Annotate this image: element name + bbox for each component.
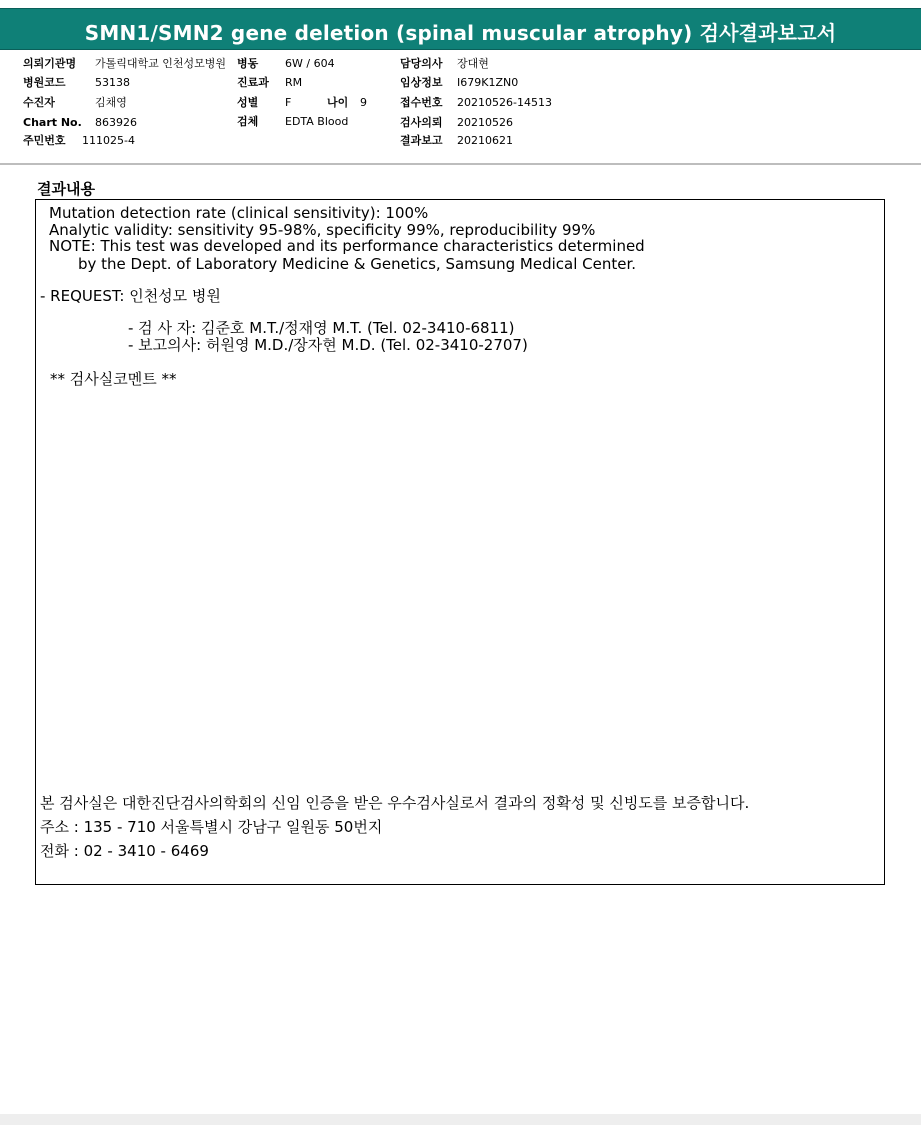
result-line: NOTE: This test was developed and its performance characteristics determined: [49, 237, 645, 255]
ward-value: 6W / 604: [285, 57, 335, 70]
reporting-doctor-line: - 보고의사: 허원영 M.D./장자현 M.D. (Tel. 02-3410-2707): [128, 336, 528, 354]
chart-number-label: Chart No.: [23, 116, 82, 129]
technologist-line: - 검 사 자: 김준호 M.T./정재영 M.T. (Tel. 02-3410-6811): [128, 319, 515, 337]
test-request-date-label: 검사의뢰: [400, 116, 443, 129]
sex-label: 성별: [237, 96, 259, 109]
attending-doctor-value: 장대현: [457, 57, 489, 70]
result-line: Mutation detection rate (clinical sensitivity): 100%: [49, 204, 429, 222]
result-line: Analytic validity: sensitivity 95-98%, specificity 99%, reproducibility 99%: [49, 221, 596, 239]
clinical-info-value: I679K1ZN0: [457, 76, 519, 89]
patient-name-label: 수진자: [23, 96, 55, 109]
bottom-band: [0, 1114, 921, 1125]
clinical-info-label: 임상정보: [400, 76, 443, 89]
chart-number-value: 863926: [95, 116, 137, 129]
result-line: by the Dept. of Laboratory Medicine & Genetics, Samsung Medical Center.: [78, 255, 637, 273]
result-report-date-label: 결과보고: [400, 134, 443, 147]
department-value: RM: [285, 76, 303, 89]
department-label: 진료과: [237, 76, 269, 89]
specimen-label: 검체: [237, 115, 259, 128]
result-report-date-value: 20210621: [457, 134, 513, 147]
patient-name-value: 김채영: [95, 96, 127, 109]
result-content-box: [35, 199, 885, 885]
age-value: 9: [360, 96, 367, 109]
section-title: 결과내용: [37, 180, 95, 198]
age-label: 나이: [327, 96, 349, 109]
report-title-bar: [0, 8, 921, 50]
report-title: SMN1/SMN2 gene deletion (spinal muscular atrophy) 검사결과보고서: [84, 21, 837, 45]
resident-number-value: 111025-4: [82, 134, 135, 147]
attending-doctor-label: 담당의사: [400, 57, 443, 70]
sex-value: F: [285, 96, 292, 109]
resident-number-label: 주민번호: [23, 134, 66, 147]
hospital-code-value: 53138: [95, 76, 130, 89]
hospital-code-label: 병원코드: [23, 76, 66, 89]
requesting-institution-label: 의뢰기관명: [23, 57, 77, 70]
request-line: - REQUEST: 인천성모 병원: [40, 287, 221, 305]
lab-phone: 전화 : 02 - 3410 - 6469: [40, 842, 209, 860]
lab-address: 주소 : 135 - 710 서울특별시 강남구 일원동 50번지: [40, 818, 383, 836]
certification-statement: 본 검사실은 대한진단검사의학회의 신임 인증을 받은 우수검사실로서 결과의 정확성 및 신빙도를 보증합니다.: [40, 794, 750, 812]
accession-number-label: 접수번호: [400, 96, 443, 109]
test-request-date-value: 20210526: [457, 116, 513, 129]
ward-label: 병동: [237, 57, 259, 70]
specimen-value: EDTA Blood: [285, 115, 349, 128]
lab-comment-heading: ** 검사실코멘트 **: [50, 370, 177, 388]
header-divider: [0, 163, 921, 165]
accession-number-value: 20210526-14513: [457, 96, 552, 109]
requesting-institution-value: 가톨릭대학교 인천성모병원: [95, 57, 227, 70]
